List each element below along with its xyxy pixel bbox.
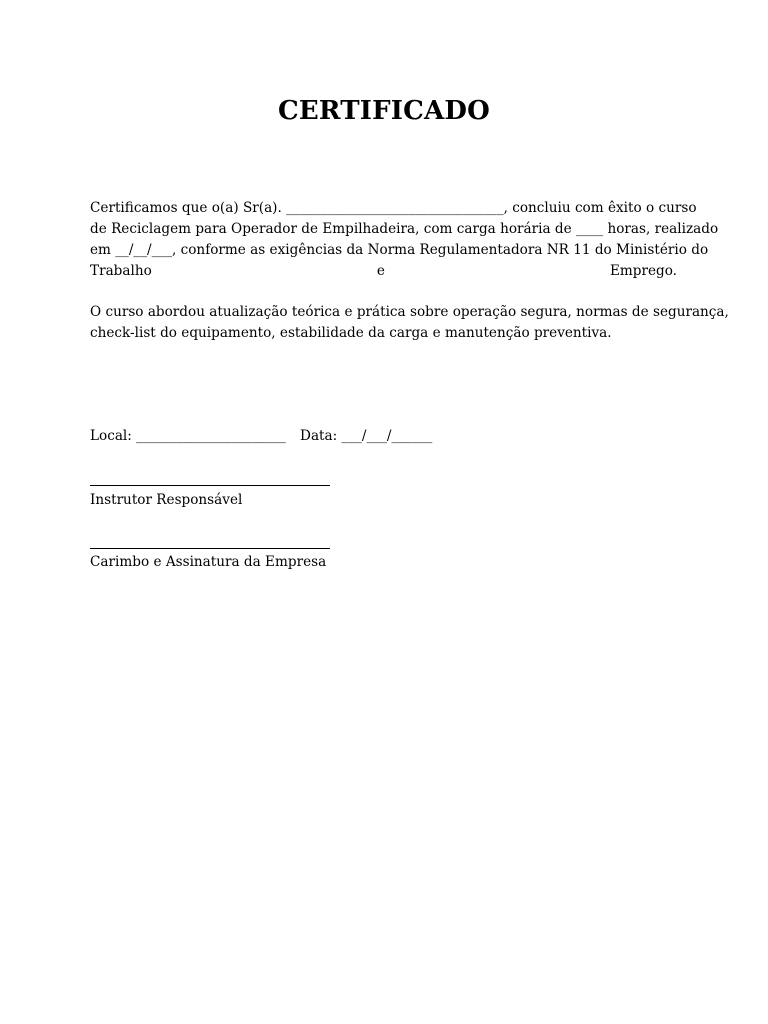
- certification-paragraph: [90, 198, 719, 282]
- instructor-signature-line: [90, 485, 330, 486]
- course-content-paragraph: [90, 302, 729, 344]
- paragraph-line: O curso abordou atualização teórica e prática sobre operação segura, normas de segurança,: [90, 304, 729, 320]
- local-field: Local: ______________________: [90, 428, 286, 444]
- local-date-line: [90, 426, 432, 447]
- date-field: Data: ___/___/______: [300, 428, 433, 444]
- company-signature-label: Carimbo e Assinatura da Empresa: [90, 554, 327, 570]
- paragraph-line: check-list do equipamento, estabilidade da carga e manutenção preventiva.: [90, 325, 612, 341]
- page-title: CERTIFICADO: [277, 96, 491, 126]
- word-emprego: Emprego.: [609, 263, 677, 279]
- paragraph-line: Certificamos que o(a) Sr(a). ________________________________, concluiu com êxito o curso: [90, 200, 697, 216]
- word-e: e: [376, 263, 385, 279]
- company-signature-line: [90, 548, 330, 549]
- paragraph-line: em __/__/___, conforme as exigências da Norma Regulamentadora NR 11 do Ministério do: [90, 242, 709, 258]
- instructor-signature-label: Instrutor Responsável: [90, 492, 243, 508]
- paragraph-line: de Reciclagem para Operador de Empilhadeira, com carga horária de ____ horas, realizado: [90, 221, 719, 237]
- paragraph-line-last: [90, 261, 677, 282]
- word-trabalho: Trabalho: [90, 263, 152, 279]
